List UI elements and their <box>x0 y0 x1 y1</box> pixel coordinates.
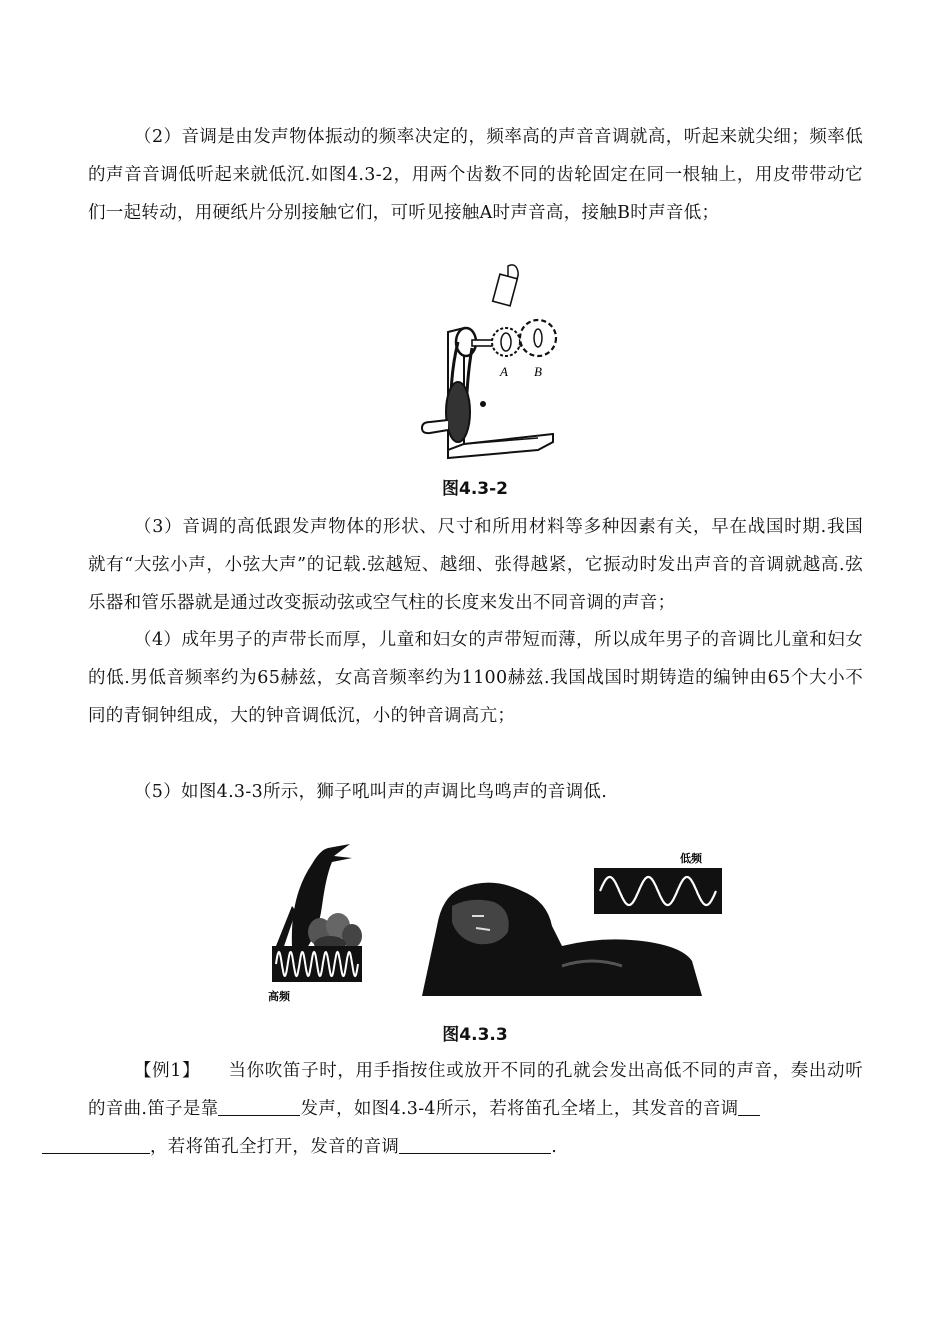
example-text-a: 当你吹笛子时，用手指按住或放开不同的孔就会发出高低不同的声音，奏出动听的音曲.笛子是靠 <box>88 1061 863 1119</box>
answer-blank-2b[interactable] <box>42 1135 150 1154</box>
paragraph-5: （5）如图4.3-3所示，狮子吼叫声的声调比鸟鸣声的音调低. <box>134 782 608 802</box>
answer-blank-3[interactable] <box>399 1135 551 1154</box>
label-a: A <box>500 364 508 379</box>
paragraph-3: （3）音调的高低跟发声物体的形状、尺寸和所用材料等多种因素有关，早在战国时期.我国就有“大弦小声，小弦大声”的记载.弦越短、越细、张得越紧，它振动时发出声音的音调就越高.弦乐器和管乐器就是通过改变振动弦或空气柱的长度来发出不同音调的声音； <box>88 517 863 613</box>
bird-icon <box>272 844 362 958</box>
example-1 <box>88 1052 863 1166</box>
gear-apparatus-figure <box>408 262 558 462</box>
label-b: B <box>534 364 542 379</box>
figure-caption-1: 图4.3-2 <box>442 479 508 499</box>
example-text-c: ，若将笛孔全打开，发音的音调 <box>150 1137 400 1157</box>
example-text-d: . <box>551 1137 558 1157</box>
example-text-b: 发声，如图4.3-4所示，若将笛孔全堵上，其发音的音调 <box>300 1099 739 1119</box>
gear-b <box>520 320 556 356</box>
pulley-bottom <box>446 382 470 442</box>
figure-caption-2: 图4.3.3 <box>442 1025 508 1045</box>
example-tag: 【例1】 <box>134 1061 201 1081</box>
crank-handle <box>422 420 448 433</box>
bird-lion-figure <box>262 836 732 1006</box>
paragraph-2: （2）音调是由发声物体振动的频率决定的，频率高的声音音调就高，听起来就尖细；频率低的声音音调低听起来就低沉.如图4.3-2，用两个齿数不同的齿轮固定在同一根轴上，用皮带带动它们一起转动，用硬纸片分别接触它们，可听见接触A时声音高，接触B时声音低； <box>88 127 863 223</box>
label-high-frequency: 高频 <box>268 990 290 1003</box>
bird-lion-illustration <box>262 836 732 1006</box>
paragraph-4: （4）成年男子的声带长而厚，儿童和妇女的声带短而薄，所以成年男子的音调比儿童和妇女的低.男低音频率约为65赫兹，女高音频率约为1100赫兹.我国战国时期铸造的编钟由65个大小不同的青铜钟组成，大的钟音调低沉，小的钟音调高亢； <box>88 630 863 726</box>
answer-blank-1[interactable] <box>218 1097 300 1116</box>
answer-blank-2a[interactable] <box>738 1097 760 1116</box>
paper-card <box>493 274 518 306</box>
gear-a <box>492 328 520 356</box>
label-low-frequency: 低频 <box>680 852 702 865</box>
